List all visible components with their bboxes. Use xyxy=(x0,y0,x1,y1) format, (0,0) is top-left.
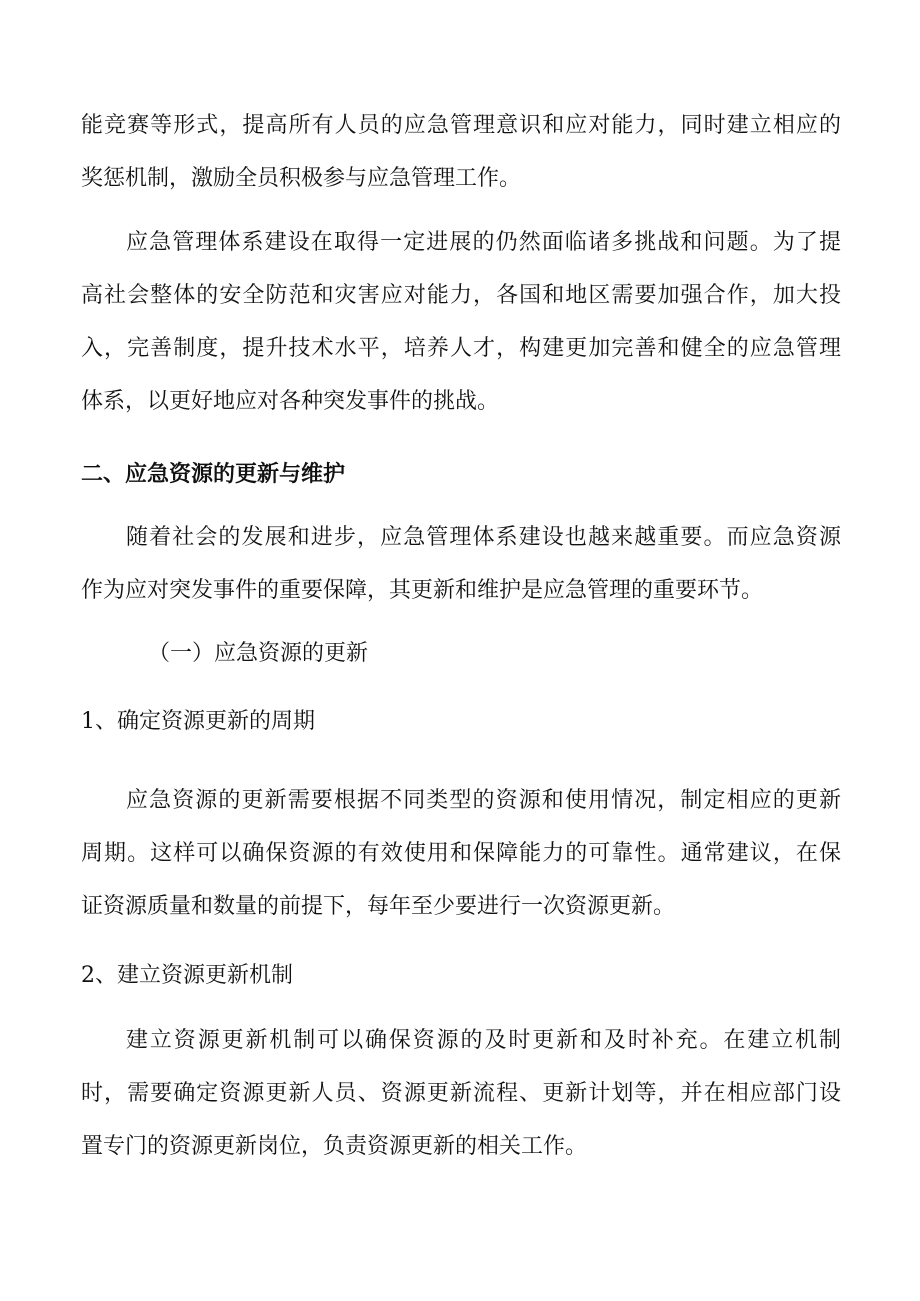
paragraph-line: 能竞赛等形式，提高所有人员的应急管理意识和应对能力，同时建立相应的 xyxy=(81,113,841,138)
paragraph-line: 随着社会的发展和进步，应急管理体系建设也越来越重要。而应急资源 xyxy=(126,525,841,550)
subsection-heading: （一）应急资源的更新 xyxy=(148,641,369,666)
section-heading: 二、应急资源的更新与维护 xyxy=(81,461,346,487)
paragraph-line: 奖惩机制，激励全员积极参与应急管理工作。 xyxy=(81,166,522,191)
paragraph-line: 时，需要确定资源更新人员、资源更新流程、更新计划等，并在相应部门设 xyxy=(81,1081,841,1106)
item-heading: 1、确定资源更新的周期 xyxy=(81,709,315,734)
paragraph-line: 置专门的资源更新岗位，负责资源更新的相关工作。 xyxy=(81,1134,588,1159)
paragraph-line: 证资源质量和数量的前提下，每年至少要进行一次资源更新。 xyxy=(81,894,676,919)
item-heading: 2、建立资源更新机制 xyxy=(81,963,293,988)
paragraph-line: 作为应对突发事件的重要保障，其更新和维护是应急管理的重要环节。 xyxy=(81,578,764,603)
paragraph-line: 体系，以更好地应对各种突发事件的挑战。 xyxy=(81,389,500,414)
paragraph-line: 应急管理体系建设在取得一定进展的仍然面临诸多挑战和问题。为了提 xyxy=(126,230,841,255)
paragraph-line: 入，完善制度，提升技术水平，培养人才，构建更加完善和健全的应急管理 xyxy=(81,336,841,361)
paragraph-line: 高社会整体的安全防范和灾害应对能力，各国和地区需要加强合作，加大投 xyxy=(81,283,841,308)
paragraph-line: 周期。这样可以确保资源的有效使用和保障能力的可靠性。通常建议，在保 xyxy=(81,841,841,866)
paragraph-line: 应急资源的更新需要根据不同类型的资源和使用情况，制定相应的更新 xyxy=(126,788,841,813)
paragraph-line: 建立资源更新机制可以确保资源的及时更新和及时补充。在建立机制 xyxy=(126,1028,841,1053)
